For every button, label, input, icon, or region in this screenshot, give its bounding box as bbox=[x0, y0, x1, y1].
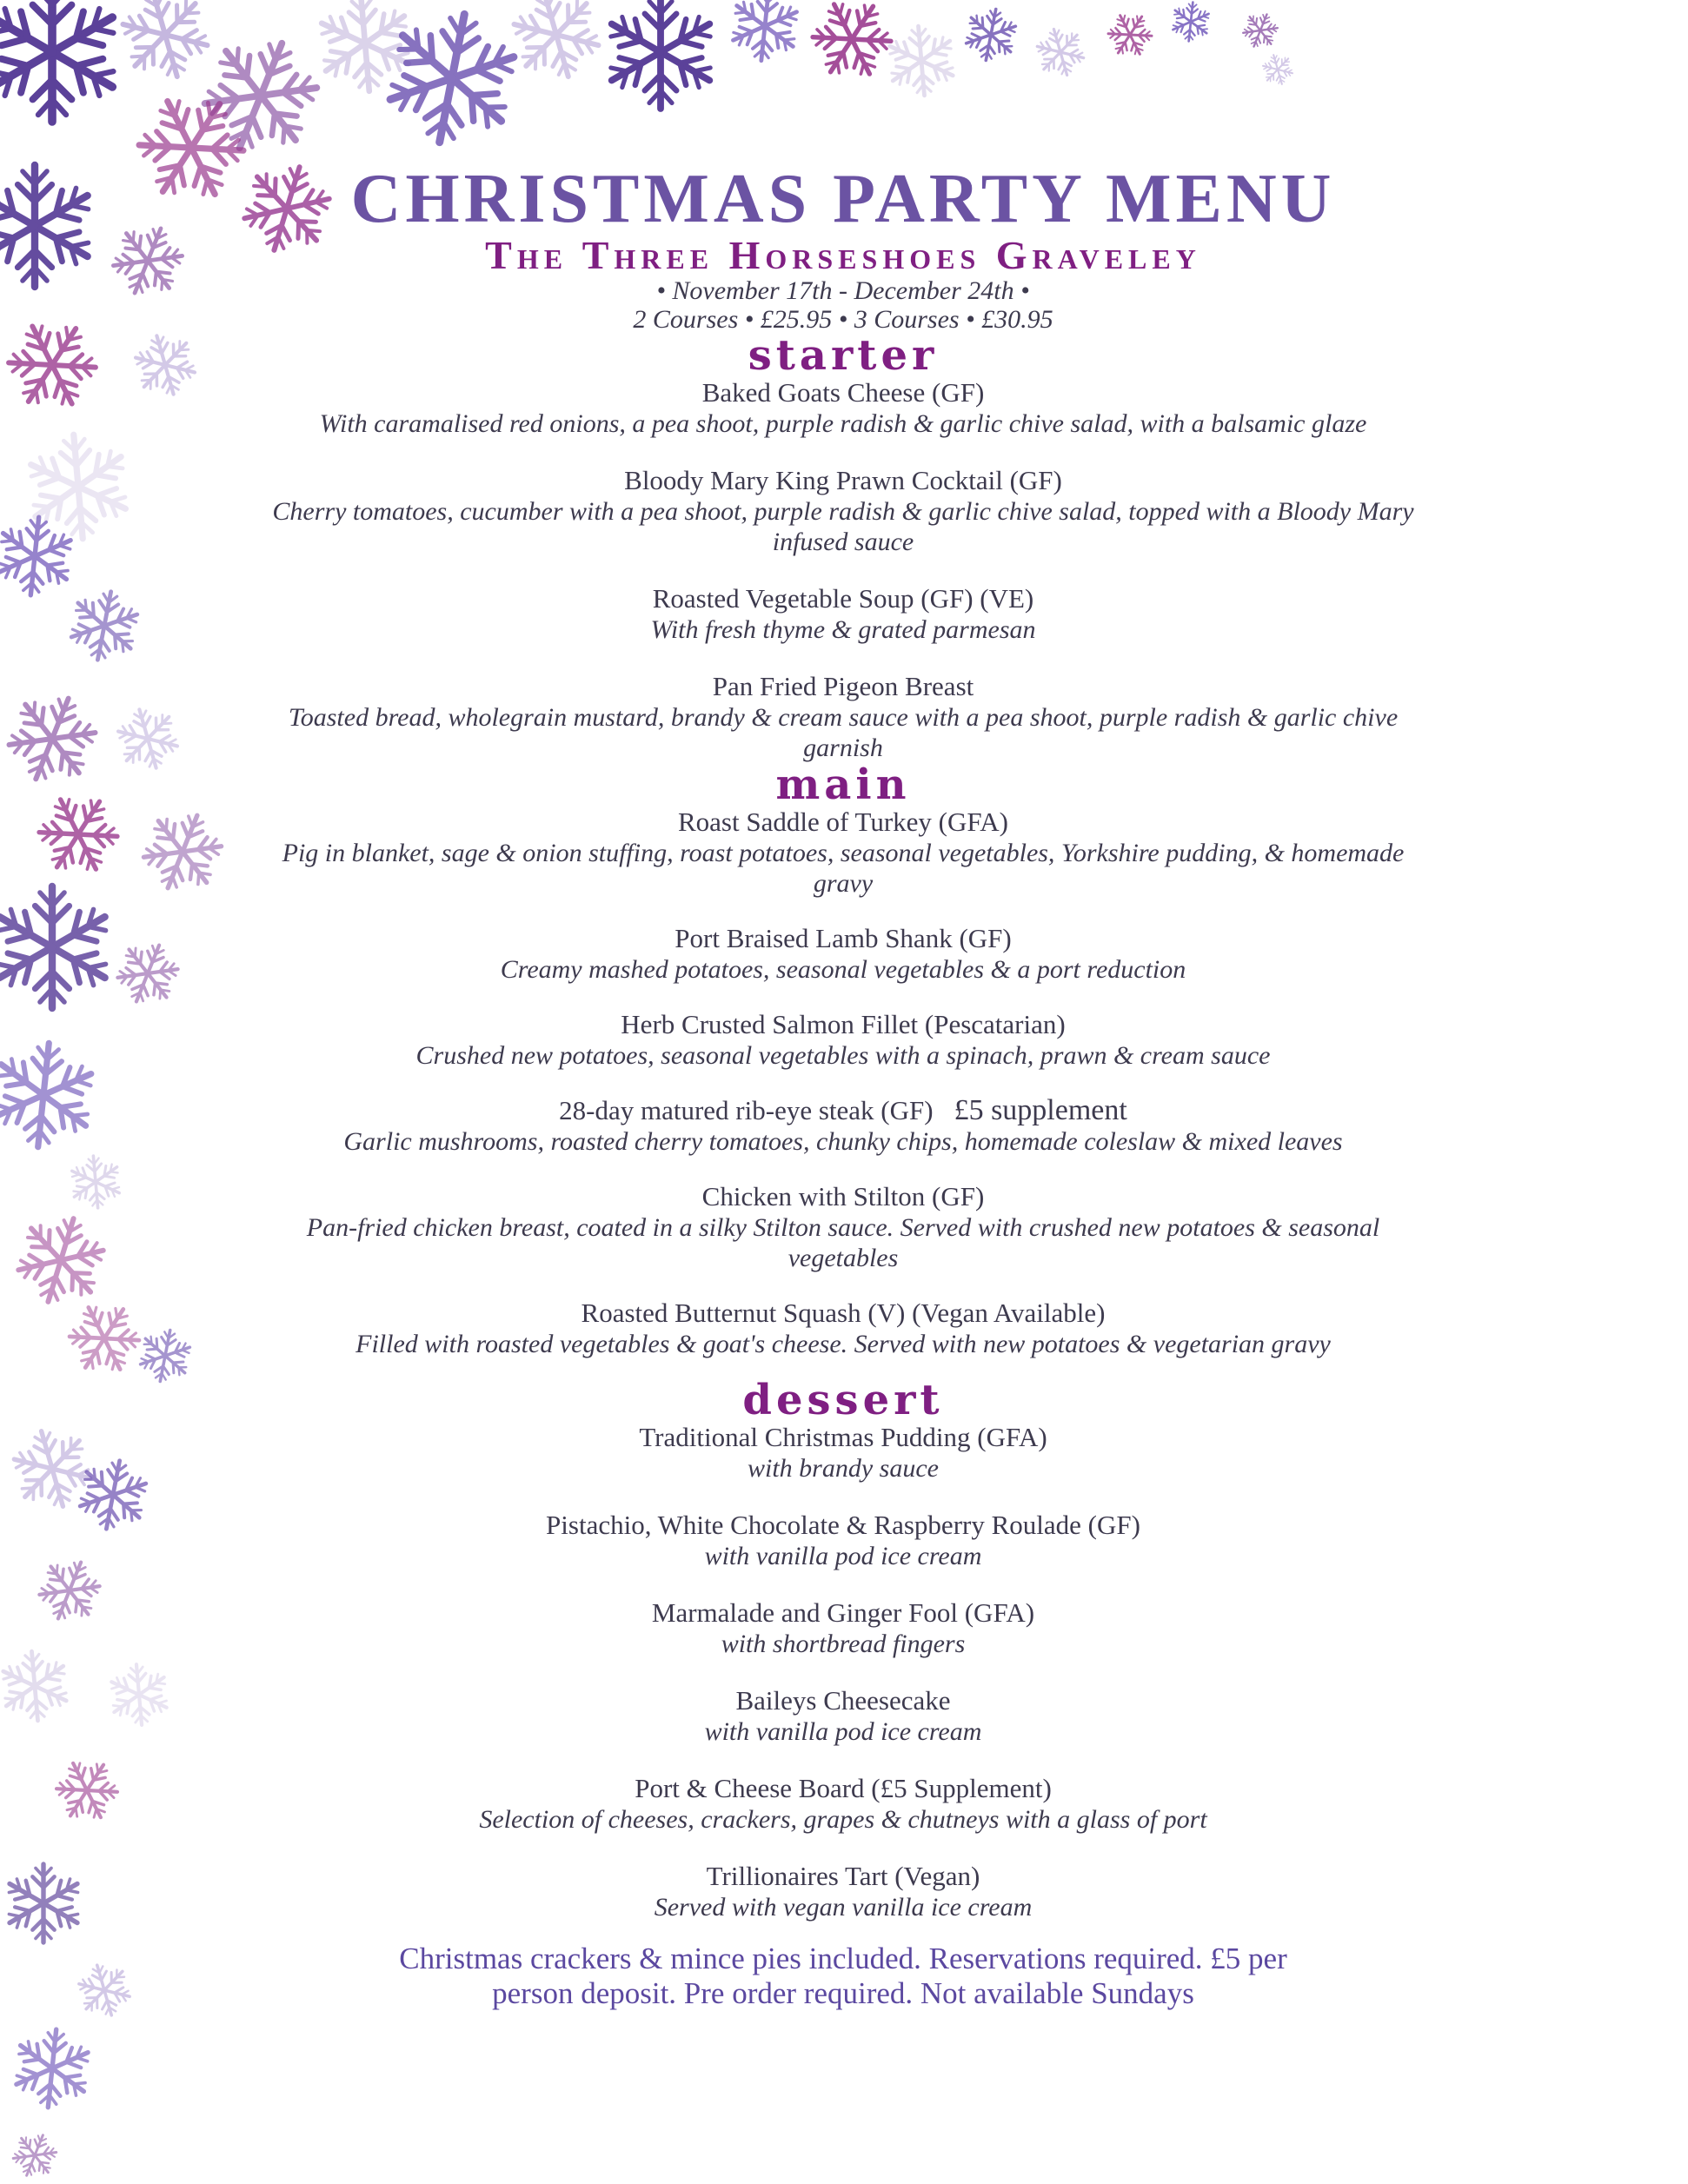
menu-item-name: 28-day matured rib-eye steak (GF) bbox=[559, 1095, 934, 1125]
snowflake-icon bbox=[103, 216, 194, 306]
snowflake-icon bbox=[30, 1550, 110, 1630]
snowflake-icon bbox=[59, 1145, 132, 1218]
snowflake-icon bbox=[0, 1026, 112, 1164]
price-line: 2 Courses • £25.95 • 3 Courses • £30.95 bbox=[633, 305, 1053, 334]
menu-item bbox=[261, 923, 1425, 985]
menu-item-description: Pig in blanket, sage & onion stuffing, roast potatoes, seasonal vegetables, Yorkshire pudding, & homemade gravy bbox=[282, 839, 1405, 898]
menu-item-description: Crushed new potatoes, seasonal vegetables with a spinach, prawn & cream sauce bbox=[415, 1041, 1271, 1070]
snowflake-icon bbox=[0, 1637, 83, 1735]
snowflake-icon bbox=[960, 4, 1022, 65]
snowflake-icon bbox=[1256, 48, 1299, 91]
section-heading-starter: starter bbox=[748, 331, 939, 380]
snowflake-icon bbox=[0, 504, 87, 607]
snowflake-icon bbox=[495, 0, 618, 96]
menu-item-name: Roasted Vegetable Soup (GF) (VE) bbox=[652, 583, 1034, 614]
menu-item-name: Herb Crusted Salmon Fillet (Pescatarian) bbox=[621, 1009, 1066, 1039]
menu-item bbox=[261, 1597, 1425, 1659]
menu-item-description: with vanilla pod ice cream bbox=[704, 1717, 982, 1746]
snowflake-icon bbox=[44, 1748, 129, 1832]
section-heading-main: main bbox=[775, 760, 911, 809]
snowflake-icon bbox=[122, 322, 208, 408]
snowflake-icon bbox=[56, 1291, 152, 1387]
menu-item-name: Bloody Mary King Prawn Cocktail (GF) bbox=[624, 465, 1062, 495]
snowflake-icon bbox=[0, 305, 112, 426]
menu-item-name: Roasted Butternut Squash (V) (Vegan Available) bbox=[581, 1298, 1106, 1328]
menu-item bbox=[261, 1773, 1425, 1835]
menu-item-name: Pistachio, White Chocolate & Raspberry Roulade (GF) bbox=[546, 1510, 1140, 1540]
menu-item-name: Baileys Cheesecake bbox=[735, 1685, 951, 1716]
menu-item-description: with brandy sauce bbox=[748, 1454, 939, 1483]
menu-item-name: Roast Saddle of Turkey (GFA) bbox=[677, 807, 1009, 837]
snowflake-icon bbox=[104, 695, 190, 781]
menu-item bbox=[261, 1095, 1425, 1157]
snowflake-icon bbox=[1027, 18, 1094, 86]
snowflake-icon bbox=[0, 0, 122, 122]
snowflake-icon bbox=[1165, 0, 1217, 48]
menu-content bbox=[261, 163, 1425, 2011]
snowflake-icon bbox=[1238, 8, 1283, 53]
menu-item bbox=[261, 465, 1425, 557]
snowflake-icon bbox=[108, 933, 188, 1012]
snowflake-icon bbox=[873, 12, 970, 110]
menu-item bbox=[261, 1422, 1425, 1484]
menu-item bbox=[261, 1510, 1425, 1571]
menu-item-description: Pan-fried chicken breast, coated in a silky Stilton sauce. Served with crushed new potatoes & seasonal vegetables bbox=[306, 1213, 1380, 1272]
snowflake-icon bbox=[24, 780, 133, 889]
menu-item-description: Toasted bread, wholegrain mustard, brandy & cream sauce with a pea shoot, purple radish & garlic chive garnish bbox=[288, 703, 1399, 762]
menu-item-name: Chicken with Stilton (GF) bbox=[701, 1181, 985, 1211]
menu-item-description: with shortbread fingers bbox=[721, 1630, 966, 1658]
menu-item-description: With caramalised red onions, a pea shoot, purple radish & garlic chive salad, with a balsamic glaze bbox=[319, 409, 1367, 438]
snowflake-icon bbox=[72, 1454, 154, 1536]
menu-item bbox=[261, 671, 1425, 763]
menu-item bbox=[261, 807, 1425, 899]
menu-item-name: Port Braised Lamb Shank (GF) bbox=[675, 923, 1012, 953]
menu-item bbox=[261, 1861, 1425, 1922]
footer-note-line-2: person deposit. Pre order required. Not available Sundays bbox=[492, 1976, 1194, 2010]
snowflake-icon bbox=[6, 2127, 63, 2183]
menu-item-description: with vanilla pod ice cream bbox=[704, 1542, 982, 1570]
snowflake-icon bbox=[4, 1864, 83, 1942]
menu-item bbox=[261, 1685, 1425, 1747]
menu-item-description: Garlic mushrooms, roasted cherry tomatoes, chunky chips, homemade coleslaw & mixed leaves bbox=[343, 1127, 1343, 1156]
menu-item bbox=[261, 1298, 1425, 1359]
menu-item-description: Cherry tomatoes, cucumber with a pea shoot, purple radish & garlic chive salad, topped with a Bloody Mary infused sauce bbox=[272, 497, 1414, 556]
snowflake-icon bbox=[0, 886, 113, 1008]
snowflake-icon bbox=[9, 1208, 113, 1313]
menu-item bbox=[261, 377, 1425, 439]
section-heading-dessert: dessert bbox=[742, 1376, 944, 1424]
menu-item bbox=[261, 1009, 1425, 1071]
snowflake-icon bbox=[719, 0, 811, 72]
snowflake-icon bbox=[5, 414, 151, 560]
footer-note-line-1: Christmas crackers & mince pies included. Reservations required. £5 per bbox=[399, 1942, 1287, 1975]
date-range: • November 17th - December 24th • bbox=[656, 276, 1030, 305]
snowflake-icon bbox=[1100, 4, 1160, 64]
snowflake-icon bbox=[0, 2016, 103, 2120]
menu-item bbox=[261, 1181, 1425, 1273]
page-title: CHRISTMAS PARTY MENU bbox=[350, 161, 1336, 237]
menu-item-description: Served with vegan vanilla ice cream bbox=[654, 1893, 1033, 1922]
snowflake-icon bbox=[63, 585, 145, 667]
snowflake-icon bbox=[96, 1652, 182, 1737]
menu-item-name: Trillionaires Tart (Vegan) bbox=[706, 1861, 980, 1891]
snowflake-icon bbox=[67, 1953, 141, 2027]
menu-item bbox=[261, 583, 1425, 645]
snowflake-icon bbox=[103, 0, 227, 96]
menu-item-description: Selection of cheeses, crackers, grapes & chutneys with a glass of port bbox=[479, 1805, 1207, 1834]
menu-item-name: Pan Fried Pigeon Breast bbox=[712, 671, 974, 701]
menu-item-description: Creamy mashed potatoes, seasonal vegetables & a port reduction bbox=[500, 955, 1186, 984]
snowflake-icon bbox=[135, 1325, 196, 1386]
snowflake-icon bbox=[0, 165, 96, 287]
snowflake-icon bbox=[0, 682, 109, 795]
snowflake-icon bbox=[604, 0, 718, 109]
menu-item-description: Filled with roasted vegetables & goat's cheese. Served with new potatoes & vegetarian gravy bbox=[356, 1330, 1331, 1358]
menu-item-description: With fresh thyme & grated parmesan bbox=[650, 615, 1036, 644]
menu-item-name-with-supplement bbox=[261, 1095, 1425, 1126]
menu-item-name: Baked Goats Cheese (GF) bbox=[701, 377, 985, 408]
menu-item-name: Traditional Christmas Pudding (GFA) bbox=[639, 1422, 1047, 1452]
menu-item-name: Port & Cheese Board (£5 Supplement) bbox=[635, 1773, 1052, 1803]
supplement-label: £5 supplement bbox=[954, 1094, 1127, 1126]
snowflake-icon bbox=[131, 800, 234, 902]
menu-item-name: Marmalade and Ginger Fool (GFA) bbox=[651, 1597, 1035, 1628]
snowflake-icon bbox=[0, 1413, 108, 1524]
venue-name: The Three Horseshoes Graveley bbox=[485, 233, 1201, 277]
